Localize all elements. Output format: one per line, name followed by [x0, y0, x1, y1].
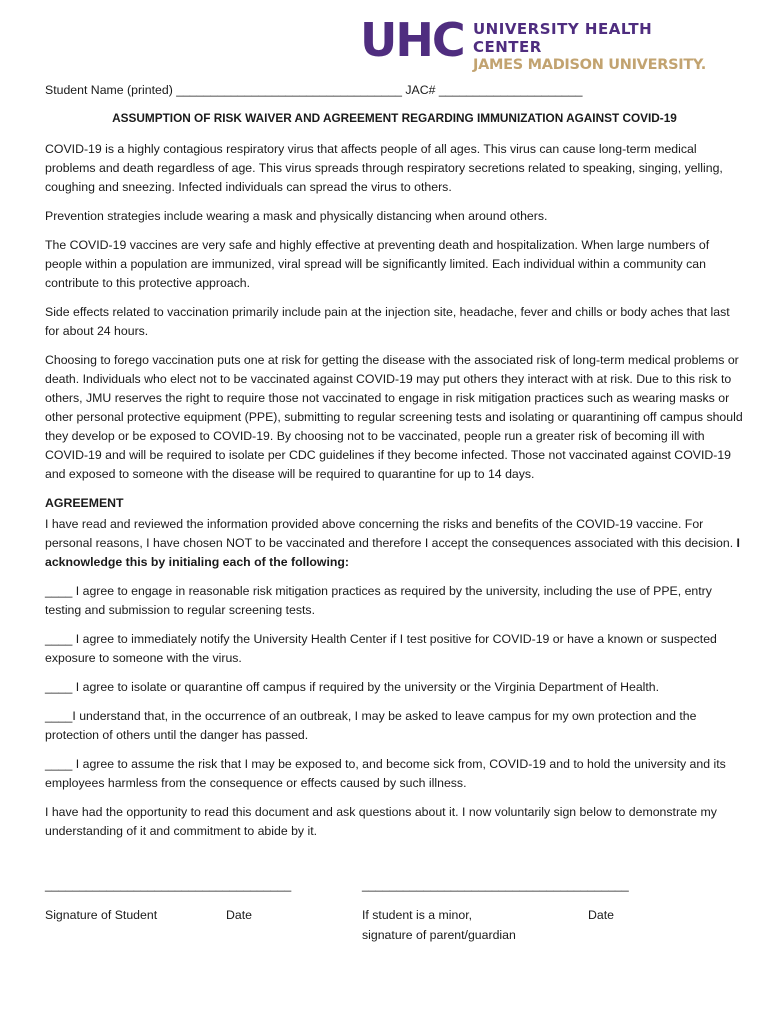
initial-item-notify[interactable]: ____ I agree to immediately notify the University Health Center if I test positive for COVID-19 or have a known or suspected exposure to someone with the virus. — [45, 632, 717, 665]
student-name-blank[interactable]: _________________________________ — [176, 83, 402, 97]
uhc-logo-letters: UHC — [360, 13, 464, 67]
uhc-logo — [360, 13, 722, 73]
jac-blank[interactable]: _____________________ — [438, 83, 583, 97]
paragraph-forego: Choosing to forego vaccination puts one at risk for getting the disease with the associated risk of long-term medical problems or death. Individuals who elect not to be vaccinated against COVID-19 may put others they interact with at risk. Due to this risk to others, JMU reserves the right to require those not vaccinated to engage in risk mitigation practices such as wearing masks or other personal protective equipment (PPE), submitting to regular screening tests and isolating or quarantining off campus should they develop or be exposed to COVID-19. By choosing not to be vaccinated, people run a greater risk of becoming ill with COVID-19 and will be required to isolate per CDC guidelines if they become infected. Those not vaccinated against COVID-19 and exposed to someone with the disease will be required to quarantine for up to 14 days. — [45, 353, 743, 481]
logo-line-university-health-center: UNIVERSITY HEALTH CENTER — [473, 20, 653, 56]
paragraph-vaccines: The COVID-19 vaccines are very safe and highly effective at preventing death and hospitalization. When large numbers of people within a population are immunized, viral spread will be significantly limited. Each individual within a community can contribute to this protective approach. — [45, 238, 710, 290]
paragraph-prevention: Prevention strategies include wearing a mask and physically distancing when around others. — [45, 209, 548, 223]
paragraph-side-effects: Side effects related to vaccination primarily include pain at the injection site, headache, fever and chills or body aches that last for about 24 hours. — [45, 305, 730, 338]
agreement-intro-bold: I acknowledge this by initialing each of the following: — [45, 536, 740, 569]
student-signature-line[interactable]: ____________________________________ — [45, 878, 292, 892]
signature-area — [45, 876, 744, 956]
closing-statement: I have had the opportunity to read this document and ask questions about it. I now voluntarily sign below to demonstrate my understanding of it and commitment to abide by it. — [45, 805, 717, 838]
agreement-heading: AGREEMENT — [45, 496, 124, 510]
student-date-label: Date — [226, 908, 252, 922]
parent-signature-label-1: If student is a minor, — [362, 908, 473, 922]
initial-item-isolate[interactable]: ____ I agree to isolate or quarantine off campus if required by the university or the Virginia Department of Health. — [45, 680, 660, 694]
document-title: ASSUMPTION OF RISK WAIVER AND AGREEMENT REGARDING IMMUNIZATION AGAINST COVID-19 — [112, 111, 677, 125]
parent-date-label: Date — [588, 908, 614, 922]
initial-item-assume-risk[interactable]: ____ I agree to assume the risk that I may be exposed to, and become sick from, COVID-19 and to hold the university and its employees harmless from the consequence or effects caused by such illness. — [45, 757, 726, 790]
parent-signature-line[interactable]: _______________________________________ — [362, 878, 629, 892]
student-signature-label: Signature of Student — [45, 908, 158, 922]
student-name-label: Student Name (printed) — [45, 83, 177, 97]
initial-item-mitigation[interactable]: ____ I agree to engage in reasonable risk mitigation practices as required by the university, including the use of PPE, entry testing and submission to regular screening tests. — [45, 584, 712, 617]
logo-line-james-madison-university: JAMES MADISON UNIVERSITY. — [473, 57, 706, 73]
initial-item-outbreak[interactable]: ____I understand that, in the occurrence of an outbreak, I may be asked to leave campus for my own protection and the protection of others until the danger has passed. — [45, 709, 697, 742]
parent-signature-label-2: signature of parent/guardian — [362, 928, 516, 942]
paragraph-contagious: COVID-19 is a highly contagious respiratory virus that affects people of all ages. This virus can cause long-term medical problems and death regardless of age. This virus spreads through respiratory secretions related to speaking, singing, yelling, coughing and sneezing. Infected individuals can spread the virus to others. — [45, 142, 723, 194]
student-name-line — [45, 81, 582, 100]
agreement-intro-text: I have read and reviewed the information provided above concerning the risks and benefits of the COVID-19 vaccine. For personal reasons, I have chosen NOT to be vaccinated and therefore I accept the consequences associated with this decision. — [45, 517, 734, 550]
document-body — [45, 140, 744, 851]
jac-label: JAC# — [401, 83, 439, 97]
agreement-intro — [45, 515, 744, 572]
